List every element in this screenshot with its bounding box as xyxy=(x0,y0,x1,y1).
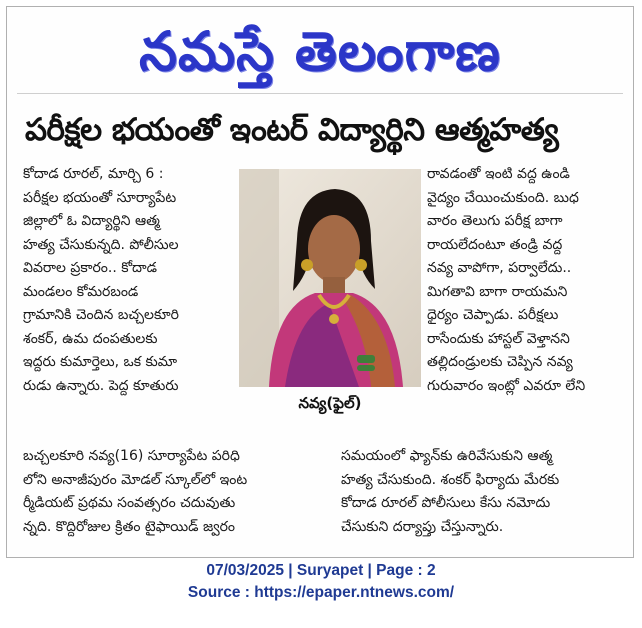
photo-caption: నవ్య(ఫైల్) xyxy=(298,394,362,412)
masthead-title: నమస్తే తెలంగాణ xyxy=(139,19,501,83)
article-line: గురువారం ఇంట్లో ఎవరూ లేని xyxy=(427,377,586,394)
article-line: రాసేందుకు హాస్టల్ వెళ్తానని xyxy=(427,330,570,347)
article-line: శంకర్, ఉమ దంపతులకు xyxy=(23,330,158,347)
masthead-divider xyxy=(17,93,623,94)
article-line: ధైర్యం చెప్పాడు. పరీక్షలు xyxy=(427,307,559,323)
article-line: గ్రామానికి చెందిన బచ్చలకూరి xyxy=(23,307,179,323)
article-headline: పరీక్షల భయంతో ఇంటర్ విద్యార్థిని ఆత్మహత్య xyxy=(25,112,559,148)
article-line: రావడంతో ఇంటి వద్ద ఉండి xyxy=(427,166,570,182)
article-line: మిగతావి బాగా రాయమని xyxy=(427,283,568,300)
article-line: రుడు ఉన్నారు. పెద్ద కూతురు xyxy=(23,377,179,394)
article-line: జిల్లాలో ఓ విద్యార్థిని ఆత్మ xyxy=(23,213,160,229)
article-line: ర్మీడియట్ ప్రథమ సంవత్సరం చదువుతు xyxy=(23,495,236,511)
article-column-bottom-left xyxy=(23,445,323,539)
student-photo xyxy=(239,169,421,387)
article-line: వైద్యం చేయించుకుంది. బుధ xyxy=(427,189,579,206)
article-line: నవ్య వాపోగా, పర్వాలేదు.. xyxy=(427,260,572,276)
source-url[interactable]: Source : https://epaper.ntnews.com/ xyxy=(187,584,455,601)
article-line: బచ్చలకూరి నవ్య(16) సూర్యాపేట పరిధి xyxy=(23,448,240,464)
date-edition-page: 07/03/2025 | Suryapet | Page : 2 xyxy=(206,562,436,579)
article-line: వారం తెలుగు పరీక్ష బాగా xyxy=(427,213,563,229)
newspaper-clipping xyxy=(6,6,634,558)
article-line: వివరాల ప్రకారం.. కోదాడ xyxy=(23,260,157,276)
article-line: రాయలేదంటూ తండ్రి వద్ద xyxy=(427,236,563,253)
article-column-bottom-right xyxy=(341,445,639,539)
article-line: మండలం కోమరబండ xyxy=(23,283,139,300)
source-footer xyxy=(0,560,642,604)
article-line: చేసుకుని దర్యాప్తు చేస్తున్నారు. xyxy=(341,518,504,535)
article-column-right xyxy=(427,163,639,398)
article-column-left xyxy=(23,163,233,398)
article-line: లోని అనాజీపురం మోడల్ స్కూల్‌లో ఇంట xyxy=(23,471,248,488)
portrait-image xyxy=(239,169,421,387)
article-line: కోదాడ రూరల్, మార్చి 6 : xyxy=(23,166,164,182)
article-line: కోదాడ రూరల్ పోలీసులు కేసు నమోదు xyxy=(341,495,551,511)
article-line: సమయంలో ఫ్యాన్‌కు ఉరివేసుకుని ఆత్మ xyxy=(341,448,553,464)
article-line: న్నది. కొద్దిరోజుల క్రితం టైఫాయిడ్ జ్వరం xyxy=(23,518,236,535)
article-line: హత్య చేసుకుంది. శంకర్ ఫిర్యాదు మేరకు xyxy=(341,471,560,488)
article-line: హత్య చేసుకున్నది. పోలీసుల xyxy=(23,236,179,253)
article-line: ఇద్దరు కుమార్తెలు, ఒక కుమా xyxy=(23,354,178,370)
article-line: తల్లిదండ్రులకు చెప్పిన నవ్య xyxy=(427,354,573,370)
article-line: పరీక్షల భయంతో సూర్యాపేట xyxy=(23,189,177,206)
